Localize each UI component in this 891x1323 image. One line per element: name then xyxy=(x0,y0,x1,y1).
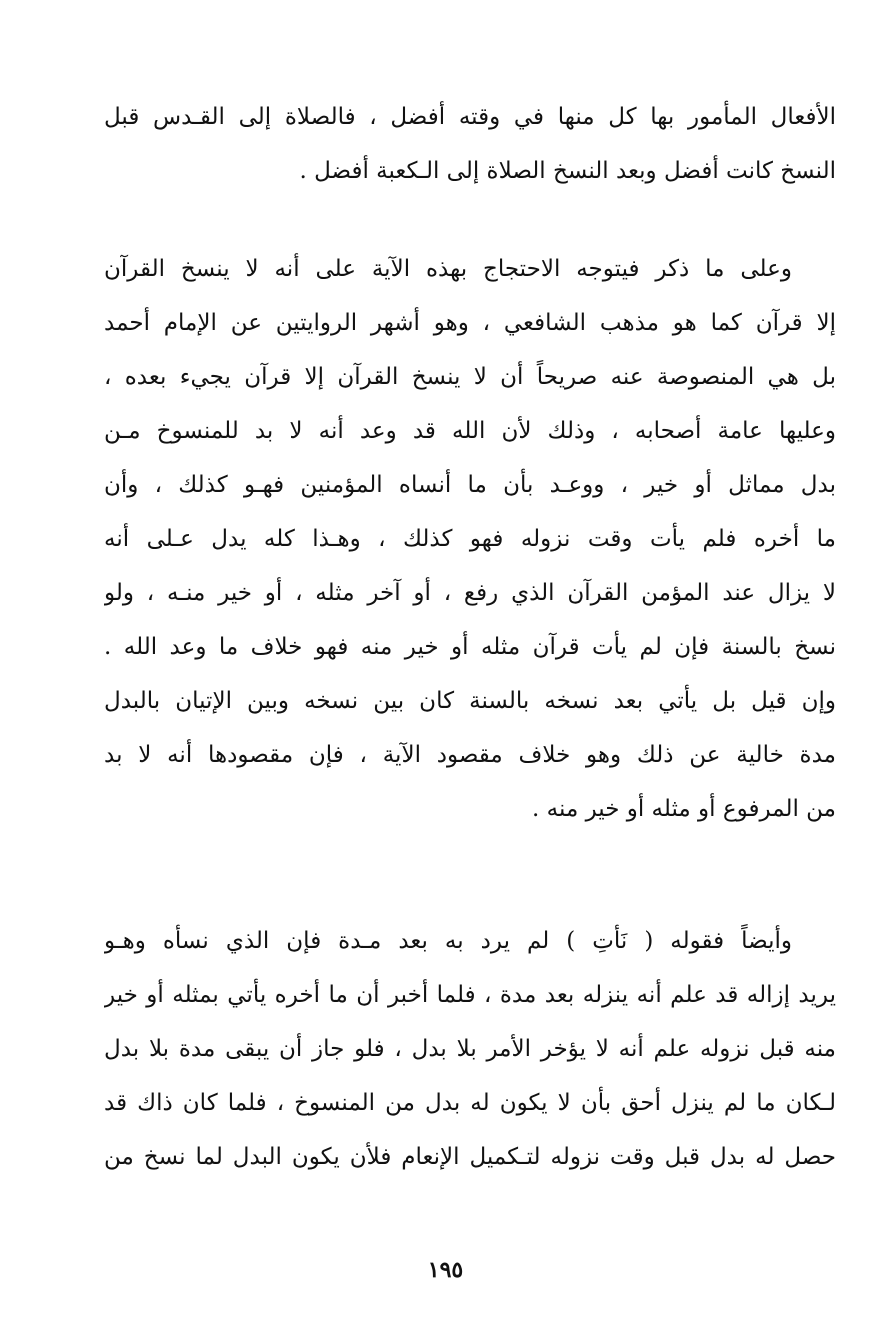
text-line: لا يزال عند المؤمن القرآن الذي رفع ، أو آخر مثله ، أو خير منـه ، ولو xyxy=(104,580,836,606)
text-line: إلا قرآن كما هو مذهب الشافعي ، وهو أشهر الروايتين عن الإمام أحمد xyxy=(104,310,836,336)
text-line: حصل له بدل قبل وقت نزوله لتـكميل الإنعام فلأن يكون البدل لما نسخ من xyxy=(104,1144,836,1170)
page-number: ١٩٥ xyxy=(427,1257,464,1283)
text-line: مدة خالية عن ذلك وهو خلاف مقصود الآية ، فإن مقصودها أنه لا بد xyxy=(104,742,836,768)
paragraph-1 xyxy=(104,90,836,198)
text-line: النسخ كانت أفضل وبعد النسخ الصلاة إلى الـكعبة أفضل . xyxy=(299,158,836,184)
text-line: لـكان ما لم ينزل أحق بأن لا يكون له بدل من المنسوخ ، فلما كان ذاك قد xyxy=(104,1090,836,1116)
text-line: وعلى ما ذكر فيتوجه الاحتجاج بهذه الآية على أنه لا ينسخ القرآن xyxy=(104,256,792,282)
text-line: الأفعال المأمور بها كل منها في وقته أفضل ، فالصلاة إلى القـدس قبل xyxy=(104,104,836,130)
text-line: منه قبل نزوله علم أنه لا يؤخر الأمر بلا بدل ، فلو جاز أن يبقى مدة بلا بدل xyxy=(104,1036,836,1062)
text-line: نسخ بالسنة فإن لم يأت قرآن مثله أو خير منه فهو خلاف ما وعد الله . xyxy=(104,634,836,660)
text-line: يريد إزاله قد علم أنه ينزله بعد مدة ، فلما أخبر أن ما أخره يأتي بمثله أو خير xyxy=(104,982,836,1008)
text-line: بدل مماثل أو خير ، ووعـد بأن ما أنساه المؤمنين فهـو كذلك ، وأن xyxy=(104,472,836,498)
text-line: بل هي المنصوصة عنه صريحاً أن لا ينسخ القرآن إلا قرآن يجيء بعده ، xyxy=(104,364,836,390)
text-line: وإن قيل بل يأتي بعد نسخه بالسنة كان بين نسخه وبين الإتيان بالبدل xyxy=(104,688,836,714)
text-line: من المرفوع أو مثله أو خير منه . xyxy=(532,796,836,822)
text-line: وأيضاً فقوله ( نَأتِ ) لم يرد به بعد مـدة فإن الذي نسأه وهـو xyxy=(104,928,792,954)
paragraph-2 xyxy=(104,242,836,836)
text-line: ما أخره فلم يأت وقت نزوله فهو كذلك ، وهـذا كله يدل عـلى أنه xyxy=(104,526,836,552)
paragraph-3 xyxy=(104,914,836,1184)
text-line: وعليها عامة أصحابه ، وذلك لأن الله قد وعد أنه لا بد للمنسوخ مـن xyxy=(104,418,836,444)
